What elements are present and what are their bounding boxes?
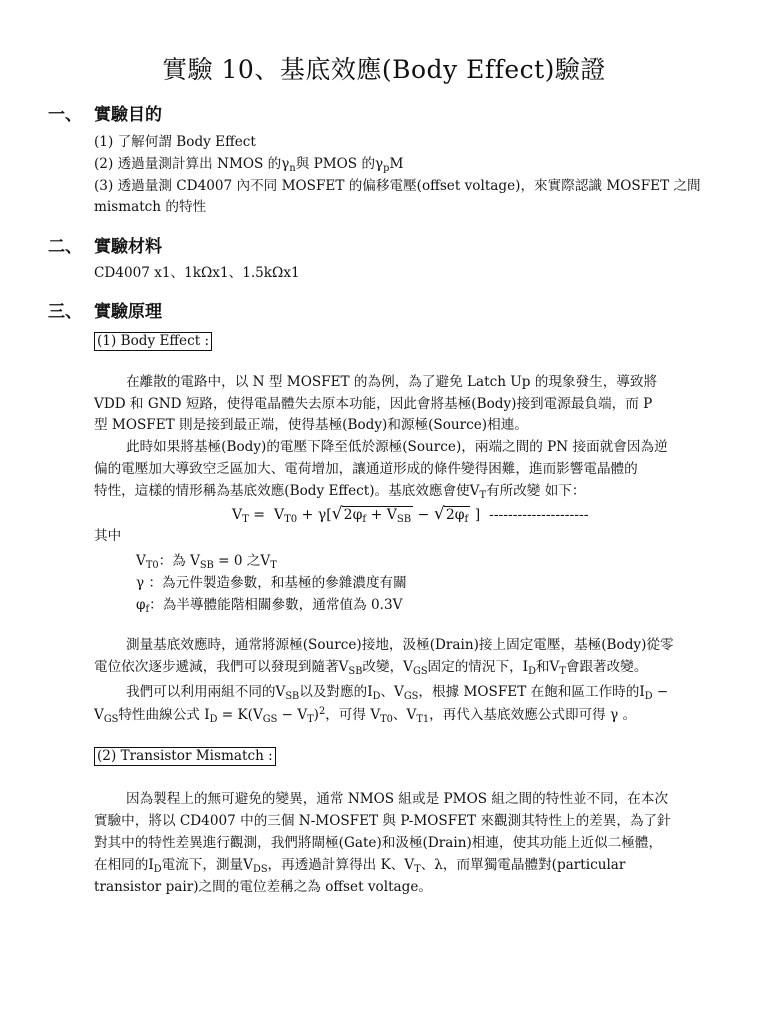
definition-phi: $\varphi_f$：為半導體能階相關參數，通常值為 0.3V xyxy=(136,597,403,615)
definition-vt0: $V_{T0}$：為 $V_{SB} = 0$ 之$V_T$ xyxy=(136,553,277,571)
page-title: 實驗 10、基底效應(Body Effect)驗證 xyxy=(162,55,606,84)
paragraph-line: 對其中的特性差異進行觀測，我們將閘極(Gate)和汲極(Drain)相連，使其功能上近似二極體， xyxy=(94,835,663,851)
paragraph-line: 電位依次逐步遞減，我們可以發現到隨著$V_{SB}$改變，$V_{GS}$固定的情況下，$I_D$和$V_T$會跟著改變。 xyxy=(94,659,648,677)
paragraph-line: $V_{GS}$特性曲線公式 $I_D = K(V_{GS} - V_T)^2$，可得 $V_{T0}$、$V_{T1}$，再代入基底效應公式即可得 γ 。 xyxy=(94,706,637,725)
section-title: 實驗目的 xyxy=(94,105,162,125)
subsection-box-body-effect: (1) Body Effect : xyxy=(94,332,212,351)
objective-item-2: (2) 透過量測計算出 NMOS 的$\gamma_n$與 PMOS 的$\gamma_pM$ xyxy=(94,156,404,174)
paragraph-line: transistor pair)之間的電位差稱之為 offset voltage。 xyxy=(94,879,432,895)
paragraph-line: 特性，這樣的情形稱為基底效應(Body Effect)。基底效應會使$V_T$有所改變 如下： xyxy=(94,483,586,501)
section-heading-materials: 二、 實驗材料 xyxy=(48,237,162,257)
paragraph-line: 在離散的電路中，以 N 型 MOSFET 的為例，為了避免 Latch Up 的現象發生，導致將 xyxy=(126,374,658,390)
paragraph-line: 此時如果將基極(Body)的電壓下降至低於源極(Source)，兩端之間的 PN 接面就會因為逆 xyxy=(126,439,668,455)
paragraph-line: 偏的電壓加大導致空乏區加大、電荷增加，讓通道形成的條件變得困難，進而影響電晶體的 xyxy=(94,461,638,477)
section-number: 一、 xyxy=(48,105,82,125)
body-effect-formula: $V_T = V_{T0} + \gamma$[ √ $2\varphi_f + V_{SB}$ − √ $2\varphi_f$ ] --------------------- xyxy=(232,504,589,526)
section-heading-objectives xyxy=(48,100,162,125)
where-label: 其中 xyxy=(94,528,122,544)
paragraph-line: 測量基底效應時，通常將源極(Source)接地，汲極(Drain)接上固定電壓，基極(Body)從零 xyxy=(126,637,674,653)
paragraph-line: 型 MOSFET 則是接到最正端，使得基極(Body)和源極(Source)相連。 xyxy=(94,417,528,433)
objective-item-1: (1) 了解何謂 Body Effect xyxy=(94,134,256,150)
paragraph-line: 實驗中，將以 CD4007 中的三個 N-MOSFET 與 P-MOSFET 來觀測其特性上的差異，為了針 xyxy=(94,813,671,829)
materials-list: CD4007 x1、1kΩx1、1.5kΩx1 xyxy=(94,265,300,281)
subsection-box-transistor-mismatch: (2) Transistor Mismatch : xyxy=(94,747,276,766)
paragraph-line: VDD 和 GND 短路，使得電晶體失去原本功能，因此會將基極(Body)接到電源最負端，而 P xyxy=(94,396,653,412)
formula-dashes: --------------------- xyxy=(489,507,589,523)
objective-item-3: (3) 透過量測 CD4007 內不同 MOSFET 的偏移電壓(offset voltage)，來實際認識 MOSFET 之間 xyxy=(94,178,701,194)
section-heading-principle: 三、 實驗原理 xyxy=(48,302,162,322)
paragraph-line: 我們可以利用兩組不同的$V_{SB}$以及對應的$I_D$、$V_{GS}$，根據 MOSFET 在飽和區工作時的$I_D$ − xyxy=(126,684,669,702)
objective-item-3-cont: mismatch 的特性 xyxy=(94,199,207,215)
paragraph-line: 因為製程上的無可避免的變異，通常 NMOS 組或是 PMOS 組之間的特性並不同，在本次 xyxy=(126,791,669,807)
definition-gamma: γ ：為元件製造參數，和基極的參雜濃度有關 xyxy=(136,575,407,591)
paragraph-line: 在相同的$I_D$電流下，測量$V_{DS}$，再透過計算得出 K、$V_T$、λ，而單獨電晶體對(particular xyxy=(94,857,626,875)
